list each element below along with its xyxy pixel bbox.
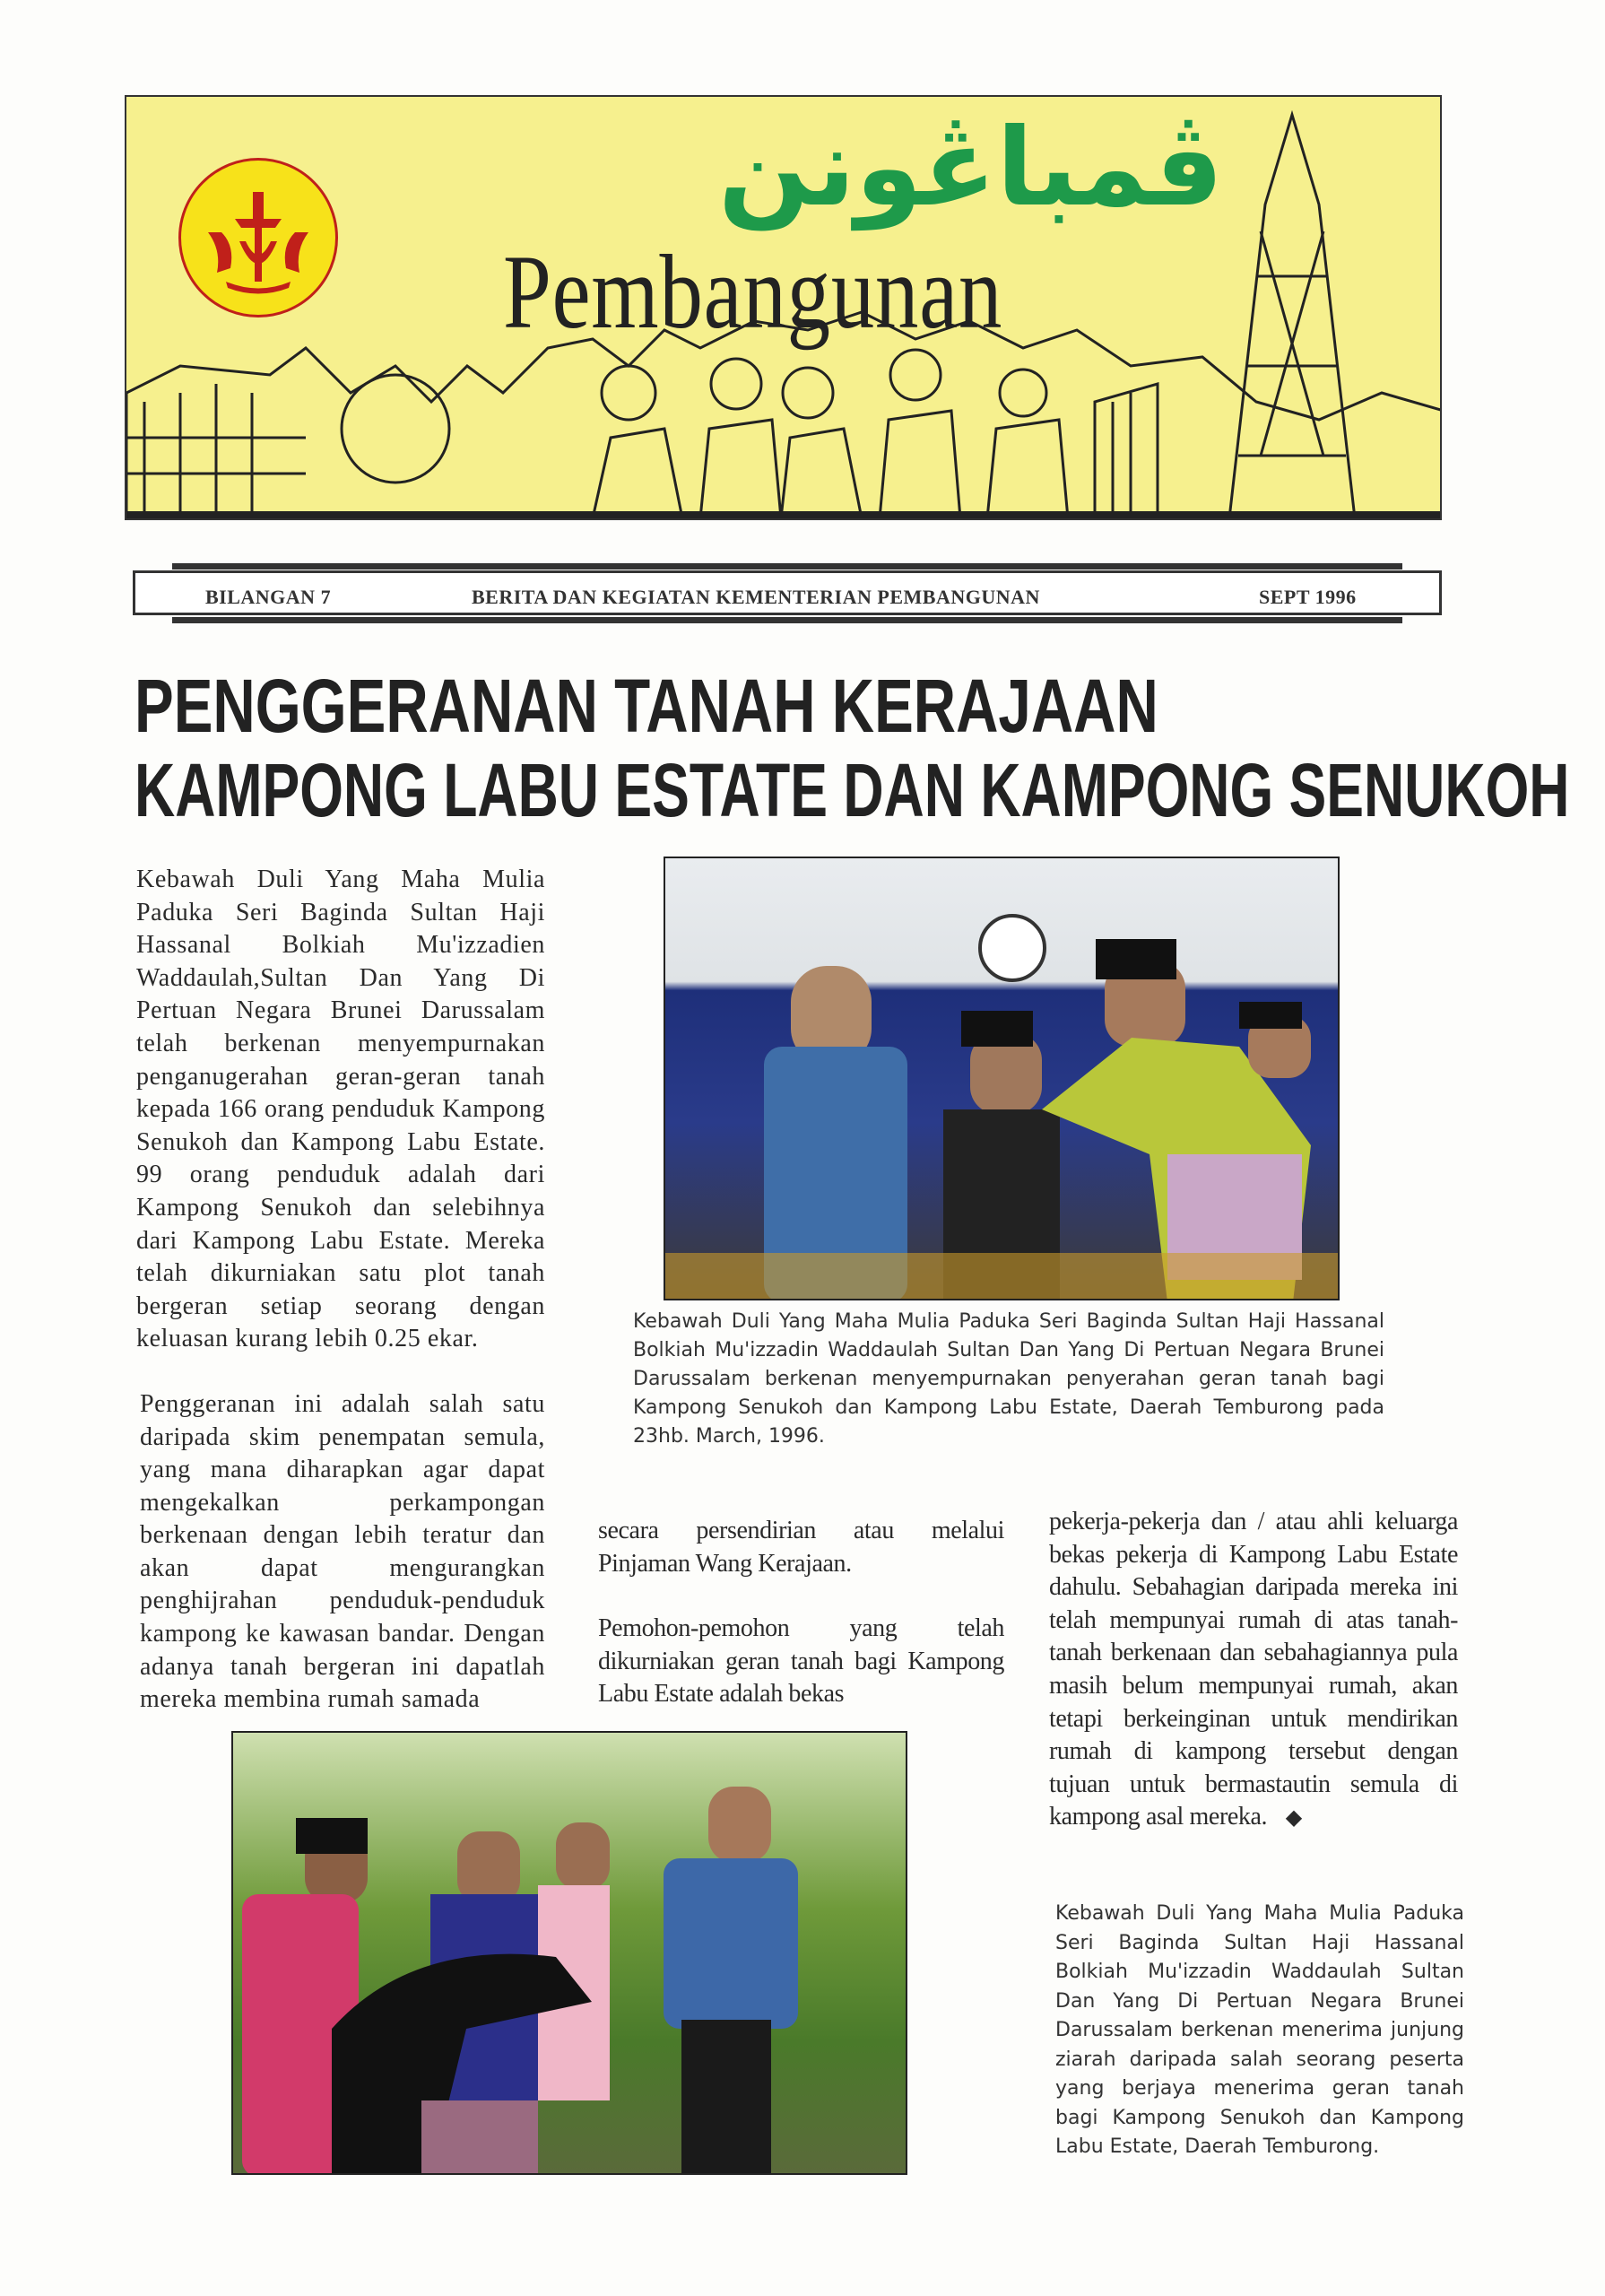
end-of-article-diamond-icon: ◆ — [1285, 1806, 1302, 1831]
paragraph: Penggeranan ini adalah salah satu daripada skim penempatan semula, yang mana diharapkan agar dapat mengekalkan perkampongan berkenaan dengan lebih teratur dan akan dapat mengurangkan penghijrahan penduduk-penduduk kampong ke kawasan bandar. Dengan adanya tanah bergeran ini dapatlah mereka membina rumah samada — [140, 1389, 545, 1714]
article-column-1 — [136, 864, 545, 1717]
ziarah-photo-illustration — [233, 1733, 907, 2175]
paragraph-text: pekerja-pekerja dan / atau ahli keluarga bekas pekerja di Kampong Labu Estate dahulu. Sebahagian daripada mereka ini telah mempunyai rumah di atas tanah-tanah berkenaan dan sebahagiannya pula masih belum mempunyai rumah, akan tetapi berkeinginan untuk mendirikan rumah di kampong tersebut dengan tujuan untuk bermastautin semula di kampong asal mereka. — [1049, 1508, 1458, 1831]
newsletter-subtitle: BERITA DAN KEGIATAN KEMENTERIAN PEMBANGUNAN — [472, 586, 1040, 608]
paragraph: secara persendirian atau melalui Pinjaman Wang Kerajaan. — [598, 1517, 1004, 1578]
headline-line-1: PENGGERANAN TANAH KERAJAAN — [134, 664, 1158, 748]
paragraph — [1049, 1506, 1458, 1835]
info-box — [133, 570, 1442, 615]
divider — [172, 563, 1402, 570]
issue-number: BILANGAN 7 — [205, 586, 332, 608]
headline-line-2: KAMPONG LABU ESTATE DAN KAMPONG SENUKOH — [134, 748, 1570, 832]
article-column-2 — [598, 1515, 1004, 1711]
article-column-3 — [1049, 1506, 1458, 1835]
crest-icon — [181, 161, 335, 315]
ceremony-photo-illustration — [665, 858, 1340, 1300]
paragraph: Pemohon-pemohon yang telah dikurniakan geran tanah bagi Kampong Labu Estate adalah bekas — [598, 1614, 1004, 1709]
masthead-title: Pembangunan — [503, 233, 1003, 351]
issue-date: SEPT 1996 — [1259, 586, 1357, 608]
brunei-crest-emblem — [178, 158, 338, 317]
photo-2-caption: Kebawah Duli Yang Maha Mulia Paduka Seri Baginda Sultan Haji Hassanal Bolkiah Mu'izzadin Waddaulah Sultan Dan Yang Di Pertuan Negara Brunei Darussalam berkenan menerima junjung ziarah daripada salah seorang peserta yang berjaya menerima geran tanah bagi Kampong Senukoh dan Kampong Labu Estate, Daerah Temburong. — [1055, 1902, 1464, 2158]
photo-junjung-ziarah — [231, 1731, 907, 2175]
paragraph: Kebawah Duli Yang Maha Mulia Paduka Seri Baginda Sultan Haji Hassanal Bolkiah Mu'izzadien Waddaulah,Sultan Dan Yang Di Pertuan Negara Brunei Darussalam telah berkenan menyempurnakan penganugerahan geran-geran tanah kepada 166 orang penduduk Kampong Senukoh dan Kampong Labu Estate. 99 orang penduduk adalah dari Kampong Senukoh dan selebihnya dari Kampong Labu Estate. Mereka telah dikurniakan satu plot tanah bergeran setiap seorang dengan keluasan kurang lebih 0.25 ekar. — [136, 865, 545, 1353]
photo-1-caption: Kebawah Duli Yang Maha Mulia Paduka Seri Baginda Sultan Haji Hassanal Bolkiah Mu'izzadin Waddaulah Sultan Dan Yang Di Pertuan Negara Brunei Darussalam berkenan menyempurnakan penyerahan geran tanah bagi Kampong Senukoh dan Kampong Labu Estate, Daerah Temburong pada 23hb. March, 1996. — [633, 1310, 1384, 1448]
divider — [172, 617, 1402, 623]
issue-info-bar — [133, 561, 1442, 626]
article-headline — [134, 664, 1570, 832]
photo-grant-ceremony — [664, 857, 1340, 1300]
masthead — [125, 95, 1442, 520]
jawi-title-logo: ڤمباڠونن — [718, 106, 1224, 230]
